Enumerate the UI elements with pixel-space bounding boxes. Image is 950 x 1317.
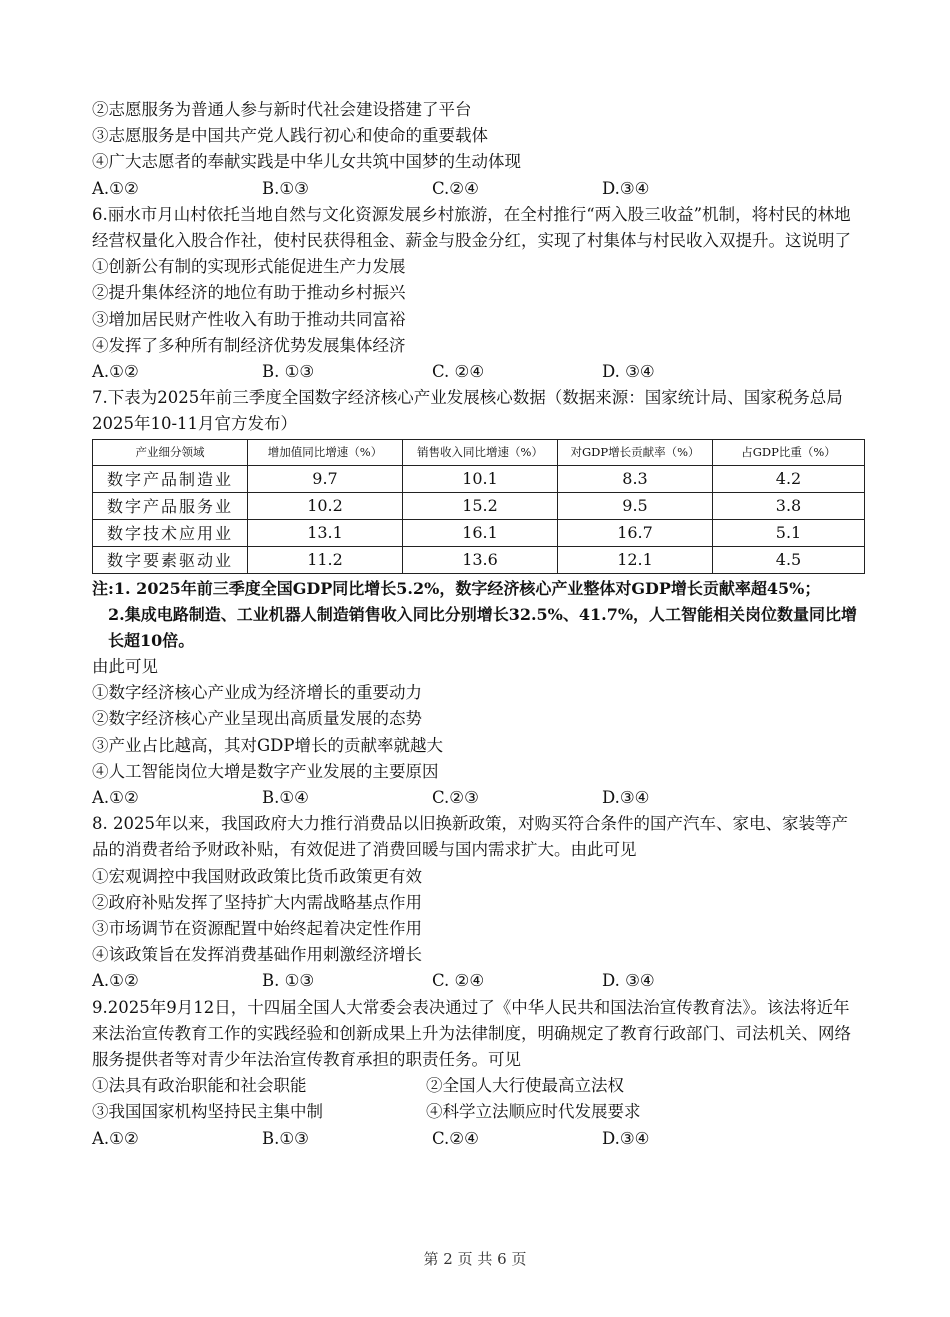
table-cell: 8.3 [558, 465, 713, 492]
q7-stem: 7.下表为2025年前三季度全国数字经济核心产业发展核心数据（数据来源：国家统计局、国家税务总局2025年10-11月官方发布） [92, 388, 843, 434]
q5-item-3: ③志愿服务是中国共产党人践行初心和使命的重要载体 [92, 126, 488, 146]
q7-item-4: ④人工智能岗位大增是数字产业发展的主要原因 [92, 761, 439, 781]
q9-item-4: ④科学立法顺应时代发展要求 [426, 1102, 641, 1122]
q5-item-2: ②志愿服务为普通人参与新时代社会建设搭建了平台 [92, 100, 472, 119]
table-row [93, 492, 865, 519]
q7-option-b[interactable]: B.①④ [262, 788, 309, 808]
page-footer: 第 2 页 共 6 页 [423, 1250, 527, 1268]
q5-option-b[interactable]: B.①③ [262, 178, 309, 198]
q5-option-d[interactable]: D.③④ [602, 178, 650, 198]
q7-note-2: 2.集成电路制造、工业机器人制造销售收入同比分别增长32.5%、41.7%，人工智能相关岗位数量同比增长超10倍。 [108, 604, 858, 650]
q7-item-2: ②数字经济核心产业呈现出高质量发展的态势 [92, 709, 422, 729]
table-header-row [93, 439, 865, 465]
table-cell: 9.5 [558, 492, 713, 519]
q8-option-b[interactable]: B. ①③ [262, 971, 315, 991]
q9-option-b[interactable]: B.①③ [262, 1128, 309, 1148]
table-cell: 13.1 [248, 519, 403, 546]
q9-option-c[interactable]: C.②④ [432, 1128, 479, 1148]
q9-items-row-2 [92, 1099, 862, 1125]
q6-option-a[interactable]: A.①② [92, 361, 139, 381]
table-cell: 16.7 [558, 519, 713, 546]
q8-stem: 8. 2025年以来，我国政府大力推行消费品以旧换新政策，对购买符合条件的国产汽车、家电、家装等产品的消费者给予财政补贴，有效促进了消费回暖与国内需求扩大。由此可见 [92, 814, 848, 860]
q9-stem: 9.2025年9月12日，十四届全国人大常委会表决通过了《中华人民共和国法治宣传教育法》。该法将近年来法治宣传教育工作的实践经验和创新成果上升为法律制度，明确规定了教育行政部门、司法机关、网络服务提供者等对青少年法治宣传教育承担的职责任务。可见 [92, 997, 851, 1069]
q7-option-d[interactable]: D.③④ [602, 788, 650, 808]
table-cell: 9.7 [248, 465, 403, 492]
table-cell: 3.8 [713, 492, 865, 519]
q8-option-c[interactable]: C. ②④ [432, 971, 485, 991]
q7-option-c[interactable]: C.②③ [432, 788, 479, 808]
q8-option-d[interactable]: D. ③④ [602, 971, 655, 991]
q9-option-d[interactable]: D.③④ [602, 1128, 650, 1148]
table-cell: 4.2 [713, 465, 865, 492]
q8-item-4: ④该政策旨在发挥消费基础作用刺激经济增长 [92, 945, 422, 965]
q7-lead: 由此可见 [92, 657, 158, 677]
q7-options [92, 785, 862, 811]
header-cell: 销售收入同比增速（%） [403, 439, 558, 465]
q6-item-1: ①创新公有制的实现形式能促进生产力发展 [92, 257, 406, 277]
table-cell: 4.5 [713, 546, 865, 573]
page-content [92, 97, 862, 1152]
q7-data-table [92, 439, 865, 574]
table-cell: 10.1 [403, 465, 558, 492]
q5-option-c[interactable]: C.②④ [432, 178, 479, 198]
q6-option-c[interactable]: C. ②④ [432, 361, 485, 381]
q9-option-a[interactable]: A.①② [92, 1128, 139, 1148]
q9-item-2: ②全国人大行使最高立法权 [426, 1076, 624, 1096]
table-cell: 5.1 [713, 519, 865, 546]
q6-option-b[interactable]: B. ①③ [262, 361, 315, 381]
q6-item-3: ③增加居民财产性收入有助于推动共同富裕 [92, 309, 406, 329]
q8-option-a[interactable]: A.①② [92, 971, 139, 991]
table-cell: 数字要素驱动业 [93, 546, 248, 573]
q7-item-1: ①数字经济核心产业成为经济增长的重要动力 [92, 683, 422, 703]
q5-item-4: ④广大志愿者的奉献实践是中华儿女共筑中国梦的生动体现 [92, 152, 521, 172]
header-cell: 占GDP比重（%） [713, 439, 865, 465]
q7-note-1: 注:1. 2025年前三季度全国GDP同比增长5.2%，数字经济核心产业整体对GDP增长贡献率超45%； [92, 578, 821, 598]
q5-options [92, 176, 862, 202]
q6-option-d[interactable]: D. ③④ [602, 361, 655, 381]
table-cell: 13.6 [403, 546, 558, 573]
q7-item-3: ③产业占比越高，其对GDP增长的贡献率就越大 [92, 735, 444, 755]
q9-options [92, 1126, 862, 1152]
header-cell: 增加值同比增速（%） [248, 439, 403, 465]
table-cell: 10.2 [248, 492, 403, 519]
table-row [93, 519, 865, 546]
q9-item-3: ③我国国家机构坚持民主集中制 [92, 1102, 323, 1122]
q9-item-1: ①法具有政治职能和社会职能 [92, 1076, 307, 1096]
table-cell: 数字产品制造业 [93, 465, 248, 492]
header-cell: 产业细分领域 [93, 439, 248, 465]
q8-options [92, 968, 862, 994]
q6-item-4: ④发挥了多种所有制经济优势发展集体经济 [92, 335, 406, 355]
q8-item-3: ③市场调节在资源配置中始终起着决定性作用 [92, 919, 422, 939]
table-cell: 11.2 [248, 546, 403, 573]
q6-item-2: ②提升集体经济的地位有助于推动乡村振兴 [92, 283, 406, 303]
q8-item-2: ②政府补贴发挥了坚持扩大内需战略基点作用 [92, 892, 422, 912]
table-row [93, 546, 865, 573]
q8-item-1: ①宏观调控中我国财政政策比货币政策更有效 [92, 866, 422, 886]
q6-options [92, 359, 862, 385]
q6-stem: 6.丽水市月山村依托当地自然与文化资源发展乡村旅游，在全村推行“两入股三收益”机制，将村民的林地经营权量化入股合作社，使村民获得租金、薪金与股金分红，实现了村集体与村民收入双提升。这说明了 [92, 204, 851, 250]
table-cell: 数字技术应用业 [93, 519, 248, 546]
q7-option-a[interactable]: A.①② [92, 788, 139, 808]
header-cell: 对GDP增长贡献率（%） [558, 439, 713, 465]
table-row [93, 465, 865, 492]
table-cell: 12.1 [558, 546, 713, 573]
table-cell: 16.1 [403, 519, 558, 546]
table-cell: 15.2 [403, 492, 558, 519]
table-cell: 数字产品服务业 [93, 492, 248, 519]
q5-option-a[interactable]: A.①② [92, 178, 139, 198]
q9-items-row-1 [92, 1073, 862, 1099]
